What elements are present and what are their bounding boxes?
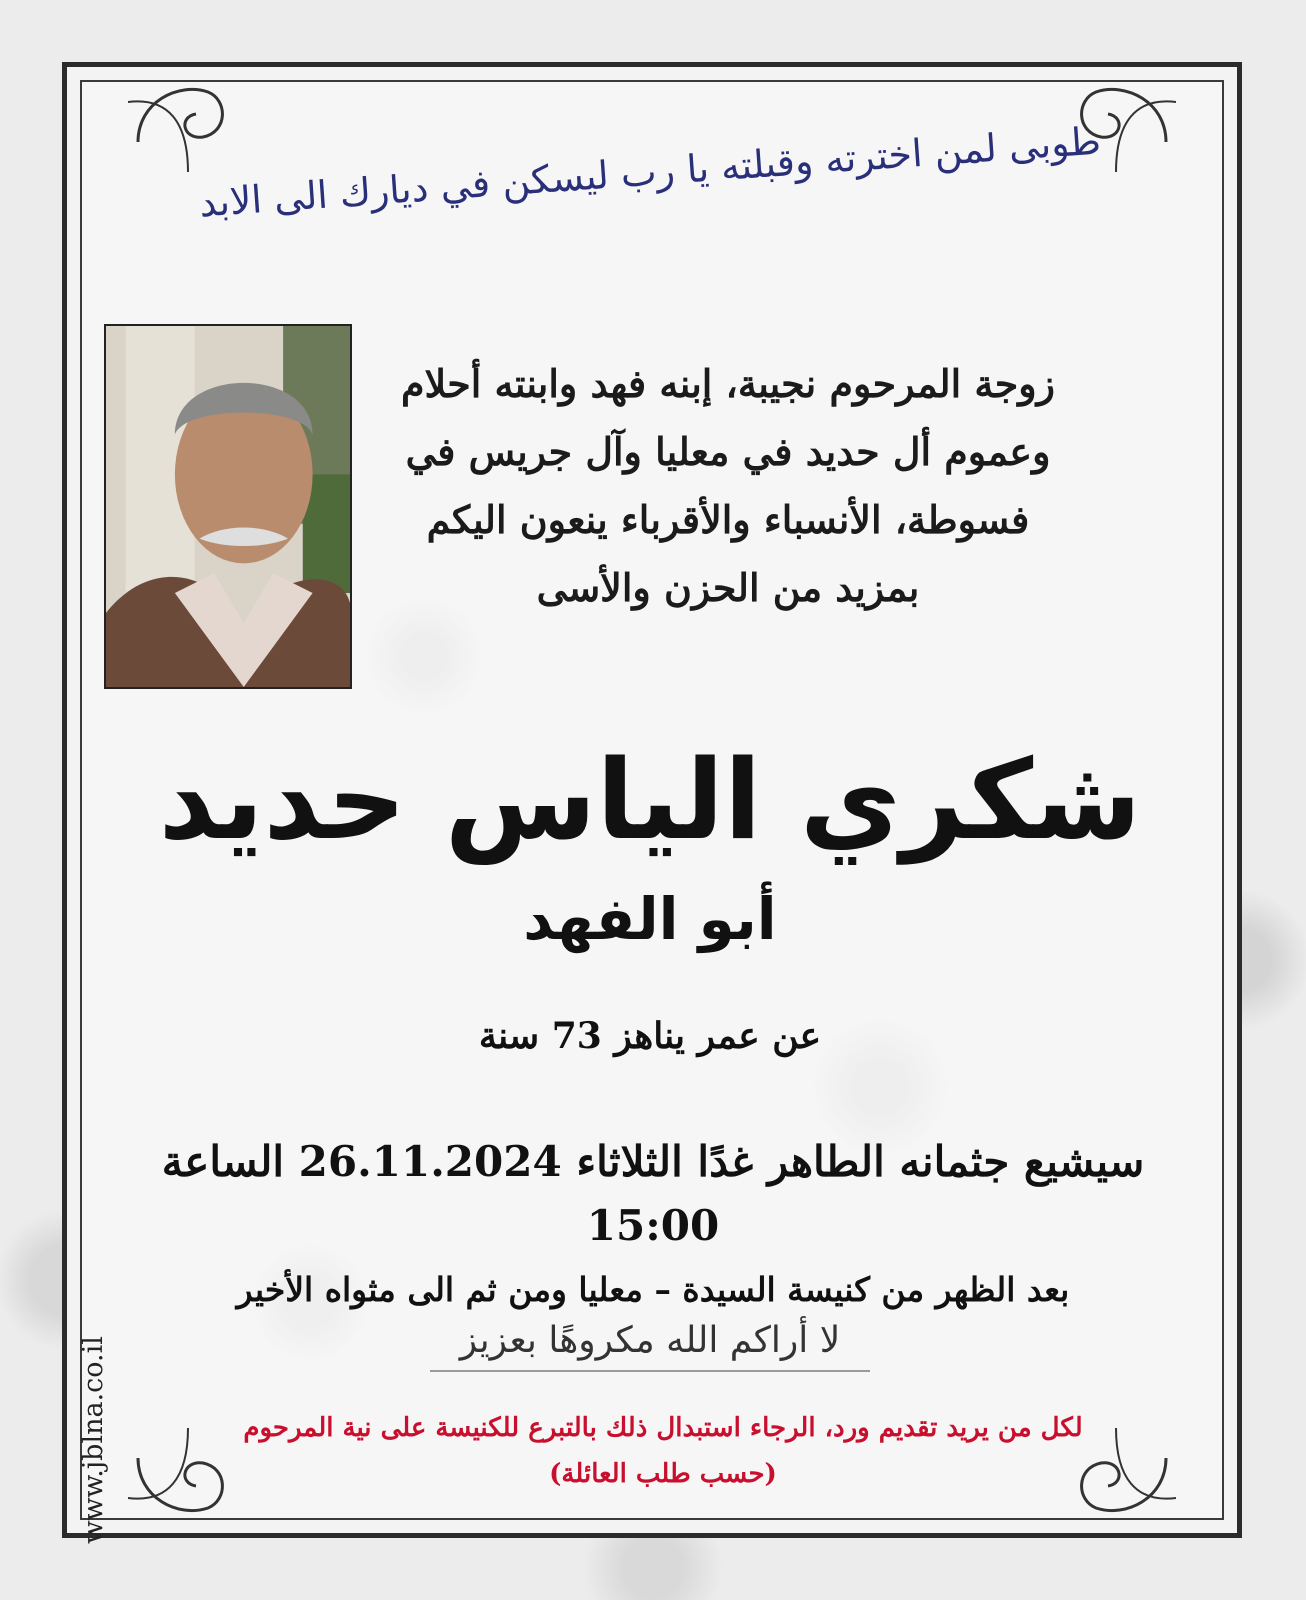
donation-line-2: (حسب طلب العائلة) <box>549 1459 777 1489</box>
funeral-details <box>100 1130 1206 1322</box>
family-line-3: فسوطة، الأنسباء والأقرباء ينعون اليكم <box>426 497 1030 542</box>
funeral-line-1: سيشيع جثمانه الطاهر غدًا الثلاثاء 26.11.2024 الساعة 15:00 <box>161 1137 1145 1250</box>
condolence-phrase: لا أراكم الله مكروهًا بعزيز <box>459 1320 841 1361</box>
corner-ornament-top-left-icon <box>128 82 238 192</box>
funeral-line-2: بعد الظهر من كنيسة السيدة – معليا ومن ثم الى مثواه الأخير <box>236 1270 1070 1309</box>
family-line-2: وعموم أل حديد في معليا وآل جريس في <box>405 429 1051 474</box>
donation-line-1: لكل من يريد تقديم ورد، الرجاء استبدال ذلك بالتبرع للكنيسة على نية المرحوم <box>243 1413 1083 1443</box>
donation-note <box>160 1405 1166 1497</box>
family-line-4: بمزيد من الحزن والأسى <box>536 565 920 610</box>
blessing-verse: طوبى لمن اخترته وقبلته يا رب ليسكن في ديارك الى الابد <box>197 118 1103 226</box>
deceased-name: شكري الياس حديد <box>158 736 1142 864</box>
family-announcement <box>372 350 1084 622</box>
website-watermark: www.jblna.co.il <box>78 1336 109 1544</box>
deceased-kunya: أبو الفهد <box>523 885 777 953</box>
condolence-underline <box>430 1370 870 1372</box>
family-line-1: زوجة المرحوم نجيبة، إبنه فهد وابنته أحلام <box>401 361 1055 406</box>
deceased-age: عن عمر يناهز 73 سنة <box>478 1015 822 1057</box>
deceased-photo <box>104 324 352 689</box>
